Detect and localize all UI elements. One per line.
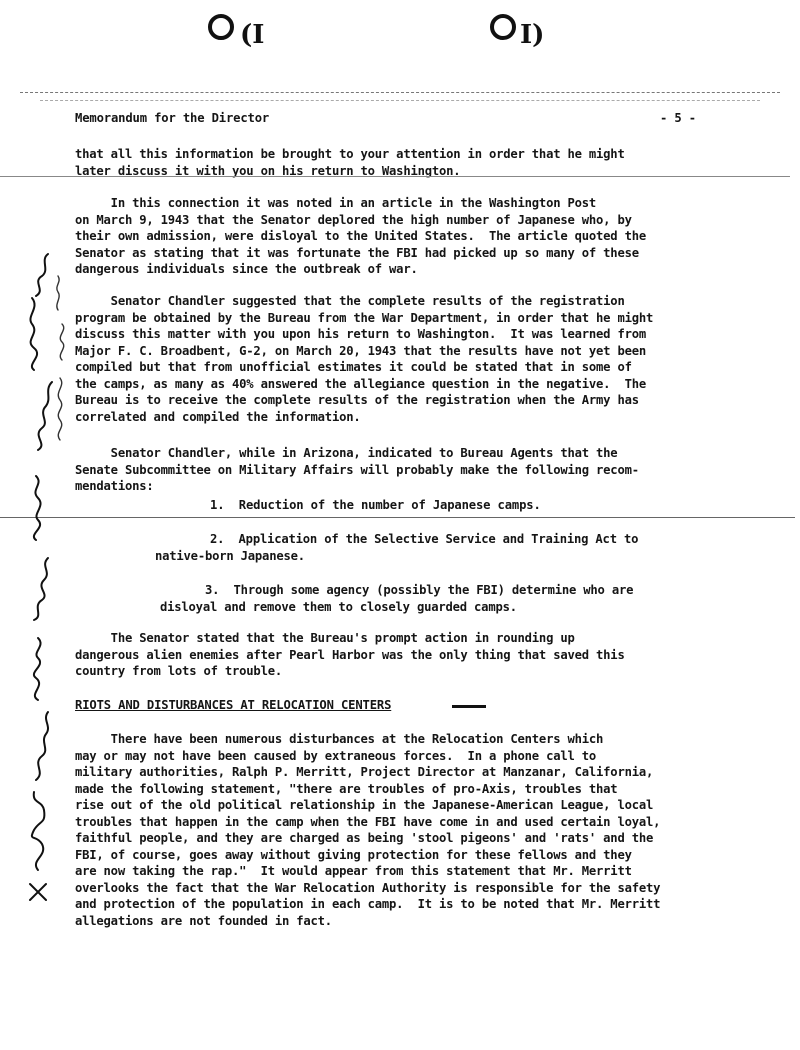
- paragraph-1: [75, 146, 755, 179]
- text-line: FBI, of course, goes away without giving protection for these fellows and they: [75, 847, 632, 862]
- text-line: that all this information be brought to your attention in order that he might: [75, 147, 625, 161]
- text-line: 3. Through some agency (possibly the FBI) determine who are: [205, 583, 634, 597]
- top-rule-2: [40, 100, 760, 101]
- list-item-2: [155, 531, 755, 564]
- text-line: native-born Japanese.: [155, 548, 305, 563]
- paragraph-3: [75, 293, 755, 425]
- page-number: - 5 -: [660, 111, 696, 125]
- list-item-1: 1. Reduction of the number of Japanese camps.: [210, 498, 541, 512]
- fold-line-2: [0, 517, 795, 518]
- text-line: Bureau is to receive the complete results of the registration when the Army has: [75, 393, 639, 407]
- memo-title: Memorandum for the Director: [75, 111, 270, 125]
- text-line: Major F. C. Broadbent, G-2, on March 20, 1943 that the results have not yet been: [75, 343, 646, 358]
- text-line: In this connection it was noted in an article in the Washington Post: [75, 196, 597, 210]
- text-line: later discuss it with you on his return to Washington.: [75, 163, 461, 178]
- text-line: military authorities, Ralph P. Merritt, Project Director at Manzanar, California,: [75, 765, 654, 779]
- text-line: correlated and compiled the information.: [75, 409, 361, 424]
- text-line: made the following statement, "there are troubles of pro-Axis, troubles that: [75, 781, 618, 796]
- text-line: country from lots of trouble.: [75, 664, 282, 678]
- paragraph-5: [75, 630, 755, 680]
- text-line: Senate Subcommittee on Military Affairs will probably make the following recom-: [75, 462, 639, 477]
- hole-mark-right: I): [520, 20, 545, 50]
- hole-mark-left: (I: [240, 20, 265, 50]
- text-line: are now taking the rap." It would appear from this statement that Mr. Merritt: [75, 864, 632, 878]
- text-line: on March 9, 1943 that the Senator deplored the high number of Japanese who, by: [75, 212, 632, 227]
- heading-dash-mark: [452, 705, 486, 708]
- text-line: troubles that happen in the camp when the FBI have come in and used certain loyal,: [75, 814, 661, 829]
- paragraph-6: [75, 731, 755, 929]
- text-line: Senator Chandler, while in Arizona, indicated to Bureau Agents that the: [75, 446, 618, 460]
- punch-hole-right: [490, 14, 516, 40]
- text-line: their own admission, were disloyal to the United States. The article quoted the: [75, 229, 646, 243]
- paragraph-4: [75, 445, 755, 495]
- fold-line: [0, 176, 790, 177]
- punch-hole-left: [208, 14, 234, 40]
- top-rule: [20, 92, 780, 93]
- paragraph-2: [75, 195, 755, 278]
- text-line: the camps, as many as 40% answered the allegiance question in the negative. The: [75, 376, 646, 391]
- handwritten-margin-note: [8, 240, 78, 940]
- text-line: may or may not have been caused by extraneous forces. In a phone call to: [75, 748, 597, 763]
- text-line: program be obtained by the Bureau from the War Department, in order that he might: [75, 310, 654, 325]
- text-line: disloyal and remove them to closely guarded camps.: [160, 599, 517, 614]
- section-heading: RIOTS AND DISTURBANCES AT RELOCATION CENTERS: [75, 698, 392, 712]
- text-line: and protection of the population in each camp. It is to be noted that Mr. Merritt: [75, 897, 661, 911]
- text-line: Senator Chandler suggested that the complete results of the registration: [75, 294, 625, 308]
- text-line: The Senator stated that the Bureau's prompt action in rounding up: [75, 631, 575, 645]
- text-line: dangerous alien enemies after Pearl Harbor was the only thing that saved this: [75, 647, 625, 662]
- text-line: dangerous individuals since the outbreak of war.: [75, 262, 418, 276]
- text-line: faithful people, and they are charged as being 'stool pigeons' and 'rats' and the: [75, 831, 654, 845]
- text-line: Senator as stating that it was fortunate the FBI had picked up so many of these: [75, 245, 639, 260]
- text-line: compiled but that from unofficial estimates it could be stated that in some of: [75, 360, 632, 374]
- text-line: allegations are not founded in fact.: [75, 913, 332, 928]
- text-line: overlooks the fact that the War Relocation Authority is responsible for the safety: [75, 880, 661, 895]
- text-line: rise out of the old political relationship in the Japanese-American League, local: [75, 798, 654, 812]
- text-line: There have been numerous disturbances at the Relocation Centers which: [75, 732, 604, 746]
- text-line: 2. Application of the Selective Service and Training Act to: [210, 532, 639, 546]
- text-line: discuss this matter with you upon his return to Washington. It was learned from: [75, 327, 646, 341]
- list-item-3: [160, 582, 760, 615]
- text-line: mendations:: [75, 479, 154, 493]
